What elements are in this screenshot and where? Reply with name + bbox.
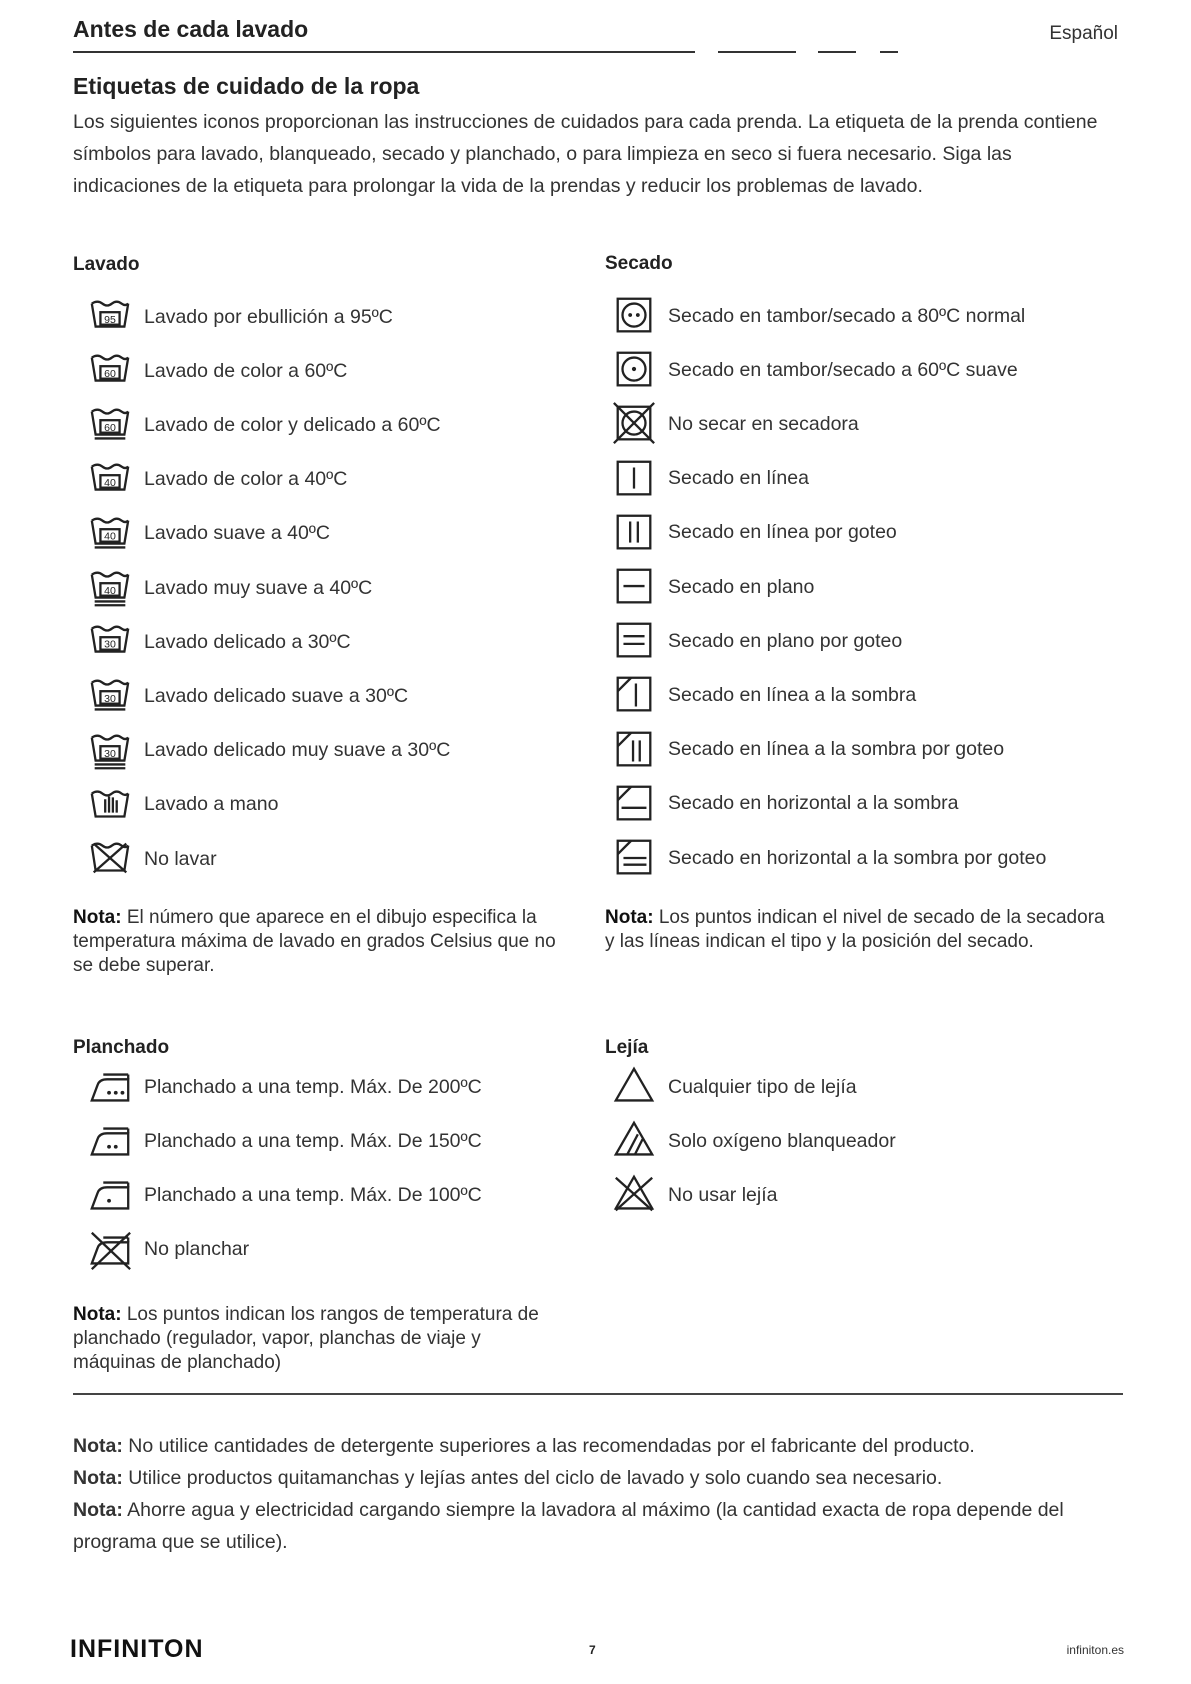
drip-dry-shade-icon xyxy=(610,726,658,774)
care-symbol-label: Lavado por ebullición a 95ºC xyxy=(144,305,393,328)
svg-text:30: 30 xyxy=(104,747,116,760)
do-not-iron-icon xyxy=(86,1226,134,1274)
care-symbol-row xyxy=(86,1060,482,1114)
do-not-tumble-dry-icon xyxy=(610,400,658,448)
care-symbol-label: No usar lejía xyxy=(668,1183,778,1206)
care-symbol-row xyxy=(610,1168,777,1222)
care-symbol-label: No secar en secadora xyxy=(668,412,859,435)
care-symbol-row xyxy=(610,452,809,506)
care-symbol-label: No planchar xyxy=(144,1238,250,1261)
drip-dry-icon xyxy=(610,509,658,557)
care-symbol-label: Lavado delicado a 30ºC xyxy=(144,630,351,653)
wash-95-icon xyxy=(86,293,134,341)
wash-40-icon xyxy=(86,456,134,504)
care-symbol-row xyxy=(610,777,959,831)
care-symbol-label: Lavado delicado suave a 30ºC xyxy=(144,684,409,707)
care-symbol-label: Lavado muy suave a 40ºC xyxy=(144,576,373,599)
care-symbol-row xyxy=(610,343,1018,397)
oxygen-bleach-icon xyxy=(610,1117,658,1165)
note-text: Los puntos indican los rangos de temperatura de planchado (regulador, vapor, planchas de viaje y máquinas de planchado) xyxy=(73,1304,539,1373)
wash-30-very-gentle-icon xyxy=(86,727,134,775)
note-label: Nota: xyxy=(73,1435,123,1457)
care-symbol-row xyxy=(610,289,1025,343)
svg-text:60: 60 xyxy=(104,422,116,435)
care-symbol-label: Secado en línea a la sombra por goteo xyxy=(668,738,1005,761)
line-dry-shade-icon xyxy=(610,671,658,719)
tumble-dry-normal-icon xyxy=(610,292,658,340)
care-symbol-row xyxy=(610,1114,896,1168)
bottom-note xyxy=(73,1494,1123,1558)
care-symbol-row xyxy=(86,344,347,398)
care-symbol-label: Lavado delicado muy suave a 30ºC xyxy=(144,739,451,762)
wash-60-gentle-icon xyxy=(86,401,134,449)
bottom-note xyxy=(73,1430,1123,1462)
care-symbol-label: Lavado suave a 40ºC xyxy=(144,522,331,545)
care-symbol-label: Lavado de color a 60ºC xyxy=(144,359,348,382)
note-text: Utilice productos quitamanchas y lejías antes del ciclo de lavado y solo cuando sea necesario. xyxy=(122,1467,943,1489)
dry-flat-icon xyxy=(610,563,658,611)
care-symbol-label: Planchado a una temp. Máx. De 200ºC xyxy=(144,1075,482,1098)
tumble-dry-low-icon xyxy=(610,346,658,394)
page-number: 7 xyxy=(589,1643,596,1657)
header-rule xyxy=(73,51,695,53)
svg-text:40: 40 xyxy=(104,584,116,597)
header-rule-dash xyxy=(718,51,796,53)
header-rule-dash xyxy=(818,51,856,53)
language-label: Español xyxy=(1049,23,1118,44)
care-symbol-row xyxy=(86,507,330,561)
do-not-wash-icon xyxy=(86,835,134,883)
care-symbol-label: Secado en horizontal a la sombra xyxy=(668,792,959,815)
bottom-notes xyxy=(73,1430,1123,1558)
care-symbol-label: Planchado a una temp. Máx. De 100ºC xyxy=(144,1183,482,1206)
care-symbol-row xyxy=(86,1223,249,1277)
section-title-lavado: Lavado xyxy=(73,254,140,275)
section-title-secado: Secado xyxy=(605,253,673,274)
care-symbol-row xyxy=(86,724,450,778)
wash-40-very-gentle-icon xyxy=(86,564,134,612)
iron-high-icon xyxy=(86,1063,134,1111)
care-symbol-row xyxy=(610,560,814,614)
care-symbol-row xyxy=(610,1060,857,1114)
care-labels-heading: Etiquetas de cuidado de la ropa xyxy=(73,73,420,99)
drip-dry-flat-shade-icon xyxy=(610,834,658,882)
iron-low-icon xyxy=(86,1171,134,1219)
care-symbol-label: Lavado de color y delicado a 60ºC xyxy=(144,413,441,436)
svg-text:40: 40 xyxy=(104,530,116,543)
care-symbol-row xyxy=(86,1114,482,1168)
svg-text:30: 30 xyxy=(104,693,116,706)
care-symbol-row xyxy=(610,668,916,722)
do-not-bleach-icon xyxy=(610,1171,658,1219)
section-title-planchado: Planchado xyxy=(73,1037,170,1058)
care-symbol-label: Planchado a una temp. Máx. De 150ºC xyxy=(144,1129,482,1152)
wash-60-icon xyxy=(86,347,134,395)
wash-40-gentle-icon xyxy=(86,510,134,558)
note-label: Nota: xyxy=(605,907,654,928)
care-symbol-label: Secado en tambor/secado a 80ºC normal xyxy=(668,304,1026,327)
care-symbol-row xyxy=(86,398,441,452)
care-symbol-row xyxy=(610,506,897,560)
section-title-lejia: Lejía xyxy=(605,1037,649,1058)
care-symbol-row xyxy=(86,1168,482,1222)
care-symbol-label: Solo oxígeno blanqueador xyxy=(668,1129,896,1152)
care-symbol-label: Secado en línea por goteo xyxy=(668,521,897,544)
care-symbol-row xyxy=(610,397,859,451)
care-symbol-row xyxy=(610,723,1004,777)
care-symbol-label: Secado en plano xyxy=(668,575,815,598)
note-text: Los puntos indican el nivel de secado de la secadora y las líneas indican el tipo y la posición del secado. xyxy=(605,907,1105,952)
care-symbol-label: Lavado de color a 40ºC xyxy=(144,468,348,491)
brand-logo: INFINITON xyxy=(70,1635,204,1663)
note-label: Nota: xyxy=(73,1467,123,1489)
note-text: El número que aparece en el dibujo especifica la temperatura máxima de lavado en grados Celsius que no se debe superar. xyxy=(73,907,556,976)
bottom-note xyxy=(73,1462,1123,1494)
svg-text:95: 95 xyxy=(104,313,116,326)
care-symbol-row xyxy=(86,561,372,615)
wash-30-gentle-icon xyxy=(86,672,134,720)
note-label: Nota: xyxy=(73,1304,122,1325)
care-symbol-label: Cualquier tipo de lejía xyxy=(668,1075,857,1098)
secado-note xyxy=(605,906,1105,954)
care-symbol-label: Secado en tambor/secado a 60ºC suave xyxy=(668,358,1018,381)
care-symbol-label: Lavado a mano xyxy=(144,793,279,816)
lavado-note xyxy=(73,906,573,978)
header-rule-dash xyxy=(880,51,898,53)
wash-30-icon xyxy=(86,618,134,666)
line-dry-icon xyxy=(610,455,658,503)
svg-text:30: 30 xyxy=(104,638,116,651)
svg-text:40: 40 xyxy=(104,476,116,489)
hand-wash-icon xyxy=(86,781,134,829)
any-bleach-icon xyxy=(610,1063,658,1111)
drip-dry-flat-icon xyxy=(610,617,658,665)
care-symbol-row xyxy=(86,832,217,886)
note-text: Ahorre agua y electricidad cargando siempre la lavadora al máximo (la cantidad exacta de ropa depende del programa que se utilice). xyxy=(73,1499,1064,1553)
care-symbol-row xyxy=(86,778,278,832)
note-label: Nota: xyxy=(73,907,122,928)
iron-medium-icon xyxy=(86,1117,134,1165)
care-labels-intro: Los siguientes iconos proporcionan las instrucciones de cuidados para cada prenda. La etiqueta de la prenda contiene símbolos para lavado, blanqueado, secado y planchado, o para limpieza en seco si fuera necesario. Siga las indicaciones de la etiqueta para prolongar la vida de la prendas y reducir los problemas de lavado. xyxy=(73,111,1098,197)
care-symbol-label: Secado en plano por goteo xyxy=(668,629,903,652)
care-symbol-row xyxy=(86,669,408,723)
website-url: infiniton.es xyxy=(1066,1643,1124,1657)
planchado-note xyxy=(73,1303,553,1375)
svg-text:60: 60 xyxy=(104,367,116,380)
care-symbol-label: Secado en línea a la sombra xyxy=(668,683,917,706)
care-symbol-label: Secado en horizontal a la sombra por goteo xyxy=(668,846,1047,869)
care-symbol-row xyxy=(610,831,1046,885)
divider xyxy=(73,1393,1123,1395)
care-symbol-row xyxy=(86,290,393,344)
note-label: Nota: xyxy=(73,1499,123,1521)
care-symbol-row xyxy=(610,614,902,668)
dry-flat-shade-icon xyxy=(610,780,658,828)
care-symbol-row xyxy=(86,453,347,507)
care-symbol-row xyxy=(86,615,351,669)
note-text: No utilice cantidades de detergente superiores a las recomendadas por el fabricante del producto. xyxy=(122,1435,975,1457)
care-symbol-label: No lavar xyxy=(144,847,217,870)
page-title: Antes de cada lavado xyxy=(73,16,309,42)
care-symbol-label: Secado en línea xyxy=(668,467,809,490)
